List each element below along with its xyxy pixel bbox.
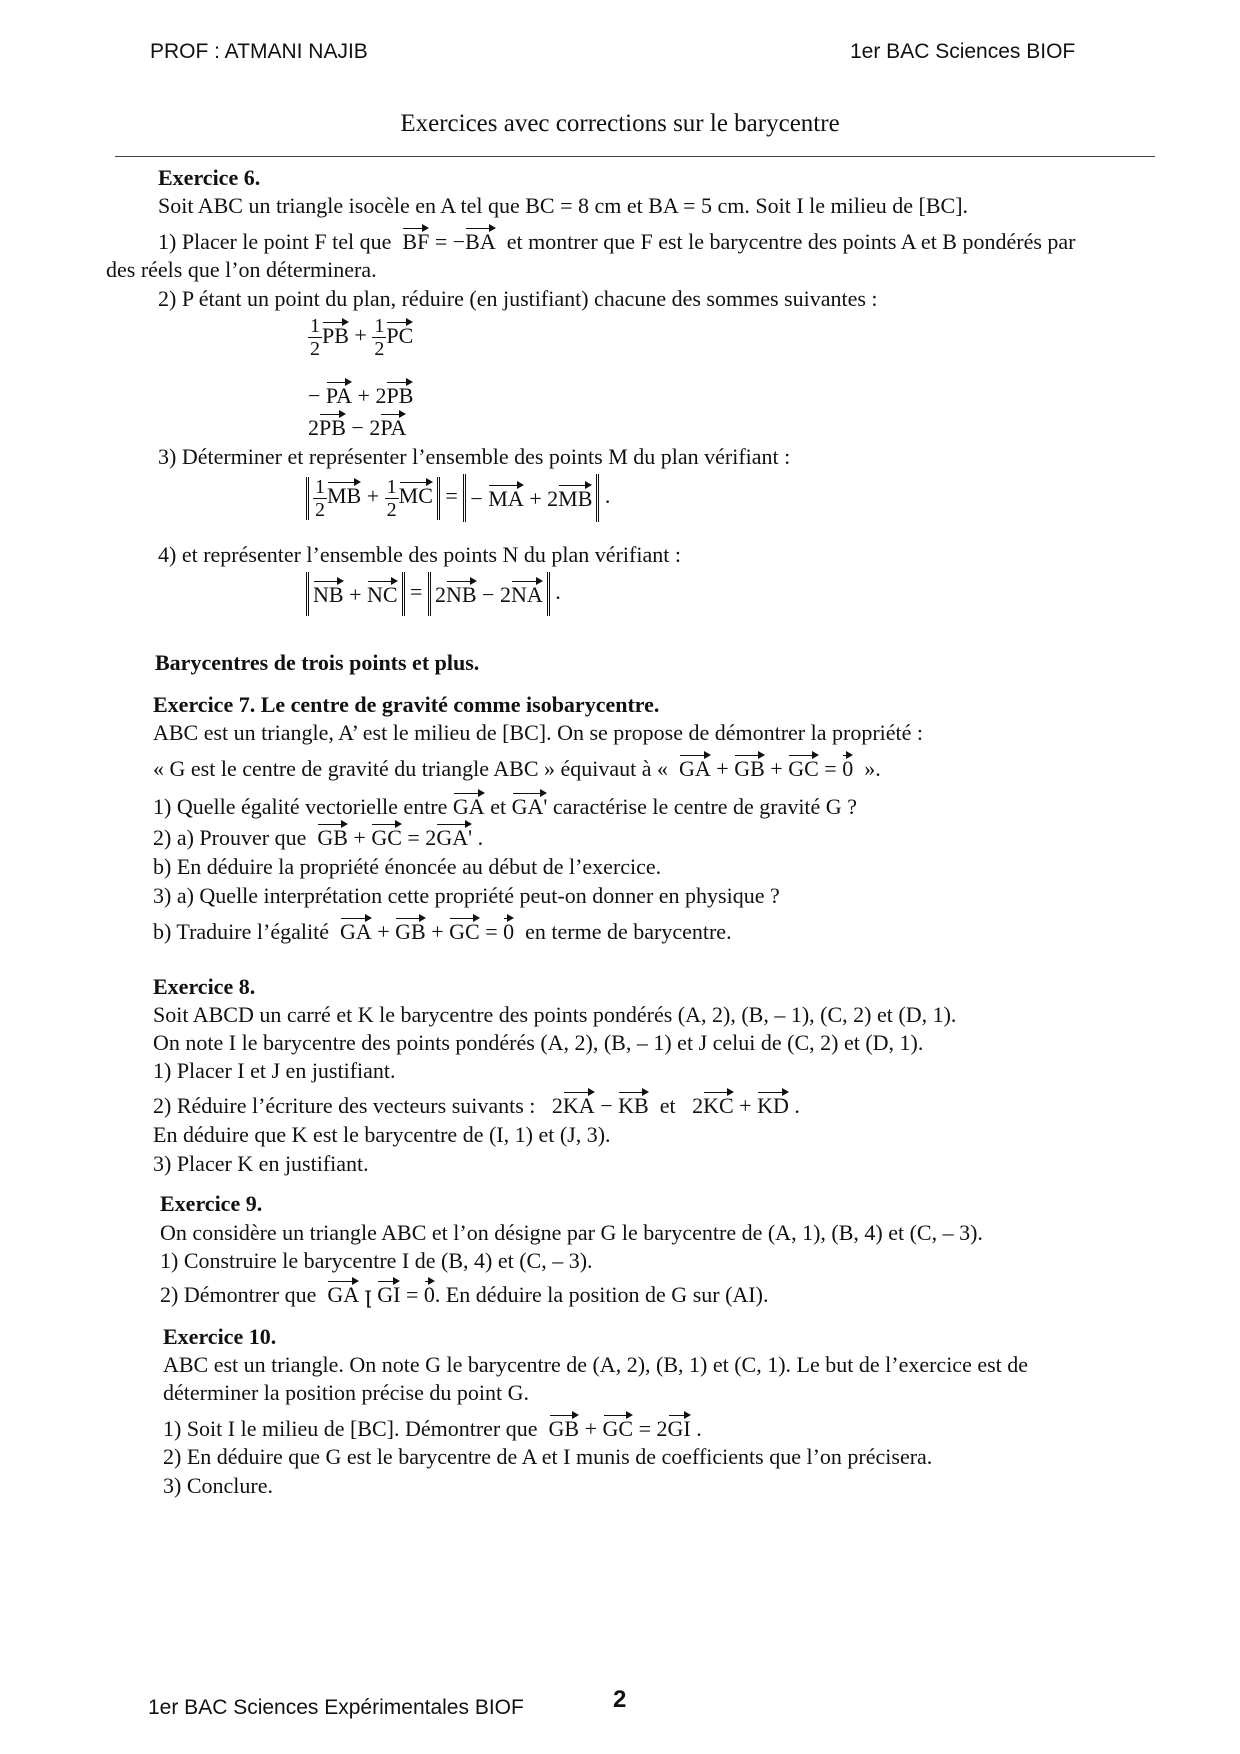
ex10-q3: 3) Conclure. [163, 1473, 273, 1498]
ex6-sum2: − PA + 2PB [308, 383, 414, 408]
ex6-q3-equation: $\frac{1}{2}$ MB + $\frac{1}{2}$ MC = − MA + 2MB . [306, 474, 610, 522]
ex9-heading: Exercice 9. [160, 1191, 263, 1216]
ex7-line1: ABC est un triangle, A’ est le milieu de [BC]. On se propose de démontrer la propriété : [153, 720, 924, 745]
section-heading-bary3: Barycentres de trois points et plus. [155, 650, 480, 675]
ex7-q3b-formula: GA + GB + GC = 0 [339, 919, 515, 944]
ex7-heading: Exercice 7. Le centre de gravité comme isobarycentre. [153, 692, 660, 717]
ex10-heading: Exercice 10. [163, 1324, 277, 1349]
ex6-q1-formula: BF = −BA [402, 229, 496, 254]
ex9-q2 [160, 1280, 768, 1308]
ex9-q1: 1) Construire le barycentre I de (B, 4) et (C, – 3). [160, 1248, 593, 1273]
ex7-line2-post: ». [864, 756, 881, 781]
ex6-q3: 3) Déterminer et représenter l’ensemble des points M du plan vérifiant : [158, 444, 791, 469]
ex8-q2 [153, 1091, 800, 1119]
ex9-q2-formula: GA ꞁ GI = 0 [327, 1282, 435, 1307]
ex8-q3: 3) Placer K en justifiant. [153, 1151, 369, 1176]
ex7-q1-mid: et [490, 794, 507, 819]
ex7-q1-pre: 1) Quelle égalité vectorielle entre [153, 794, 448, 819]
ex8-q2-vec2: 2KC + KD . [681, 1093, 800, 1118]
header-author: PROF : ATMANI NAJIB [150, 40, 368, 63]
ex7-q1-vec1: GA [452, 794, 485, 819]
ex7-q3b-pre: b) Traduire l’égalité [153, 919, 329, 944]
ex7-q1-vec2: GA' [511, 794, 548, 819]
ex8-q2-line: En déduire que K est le barycentre de (I, 1) et (J, 3). [153, 1122, 611, 1147]
ex10-q1-formula: GB + GC = 2GI . [548, 1416, 702, 1441]
ex10-q1-pre: 1) Soit I le milieu de [BC]. Démontrer que [163, 1416, 538, 1441]
ex10-q1 [163, 1414, 702, 1442]
ex6-q4-equation: NB + NC = 2NB − 2NA . [306, 572, 561, 616]
ex6-q1 [158, 227, 1076, 255]
ex7-line2 [153, 754, 881, 782]
ex10-line1b: déterminer la position précise du point G. [163, 1380, 529, 1405]
ex6-intro: Soit ABC un triangle isocèle en A tel que BC = 8 cm et BA = 5 cm. Soit I le milieu de [BC]. [158, 193, 969, 218]
ex8-q1: 1) Placer I et J en justifiant. [153, 1058, 396, 1083]
ex9-line1: On considère un triangle ABC et l’on désigne par G le barycentre de (A, 1), (B, 4) et (C, – 3). [160, 1220, 983, 1245]
ex8-heading: Exercice 8. [153, 974, 256, 999]
ex6-q2: 2) P étant un point du plan, réduire (en justifiant) chacune des sommes suivantes : [158, 286, 878, 311]
ex7-line2-formula: GA + GB + GC = 0 [679, 756, 854, 781]
ex10-q2: 2) En déduire que G est le barycentre de A et I munis de coefficients que l’on précisera. [163, 1444, 933, 1469]
page-number: 2 [613, 1686, 627, 1713]
ex7-line2-pre: « G est le centre de gravité du triangle ABC » équivaut à « [153, 756, 669, 781]
ex7-q2b: b) En déduire la propriété énoncée au début de l’exercice. [153, 854, 662, 879]
ex8-line2: On note I le barycentre des points pondérés (A, 2), (B, – 1) et J celui de (C, 2) et (D, 1). [153, 1030, 924, 1055]
ex6-sum3: 2PB − 2PA [308, 415, 407, 440]
ex6-heading: Exercice 6. [158, 165, 261, 190]
ex9-q2-post: . En déduire la position de G sur (AI). [434, 1282, 769, 1307]
ex7-q2a-pre: 2) a) Prouver que [153, 825, 307, 850]
ex7-q1-post: caractérise le centre de gravité G ? [552, 794, 857, 819]
ex7-q3a: 3) a) Quelle interprétation cette propriété peut-on donner en physique ? [153, 883, 780, 908]
ex6-sum1: $\frac{1}{2}$ PB + $\frac{1}{2}$ PC [310, 315, 414, 360]
ex7-q3b [153, 917, 732, 945]
ex6-q1-continued: des réels que l’on déterminera. [106, 257, 377, 282]
ex10-line1: ABC est un triangle. On note G le barycentre de (A, 2), (B, 1) et (C, 1). Le but de l’exercice est de [163, 1352, 1029, 1377]
ex7-q3b-post: en terme de barycentre. [525, 919, 732, 944]
ex8-line1: Soit ABCD un carré et K le barycentre des points pondérés (A, 2), (B, – 1), (C, 2) et (D, 1). [153, 1002, 957, 1027]
footer-level: 1er BAC Sciences Expérimentales BIOF [148, 1696, 524, 1719]
ex6-q1-pre: 1) Placer le point F tel que [158, 229, 392, 254]
title-divider [115, 156, 1155, 157]
ex6-q4: 4) et représenter l’ensemble des points N du plan vérifiant : [158, 542, 681, 567]
page-title: Exercices avec corrections sur le barycentre [400, 110, 840, 137]
ex8-q2-pre: 2) Réduire l’écriture des vecteurs suivants : [153, 1093, 536, 1118]
header-level: 1er BAC Sciences BIOF [850, 40, 1076, 63]
ex7-q2a-formula: GB + GC = 2GA' . [317, 825, 484, 850]
ex9-q2-pre: 2) Démontrer que [160, 1282, 317, 1307]
ex6-q1-post: et montrer que F est le barycentre des points A et B pondérés par [506, 229, 1076, 254]
ex8-q2-mid: et [659, 1093, 676, 1118]
ex7-q2a [153, 823, 483, 851]
ex7-q1 [153, 792, 857, 820]
ex8-q2-vec1: 2KA − KB [540, 1093, 649, 1118]
